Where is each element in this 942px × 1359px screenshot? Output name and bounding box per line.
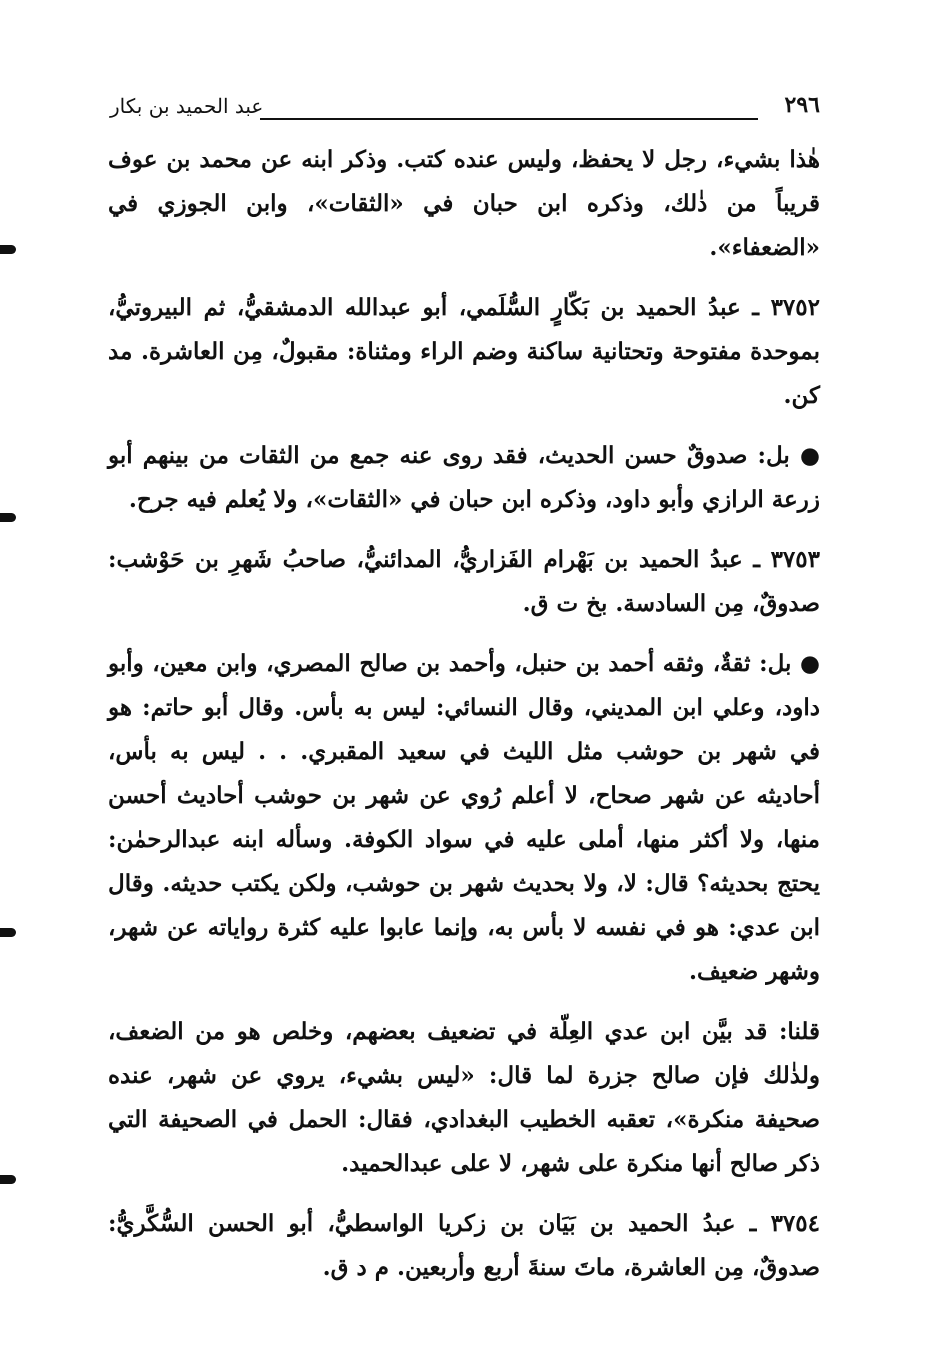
commentary-3752: ● بل: صدوقٌ حسن الحديث، فقد روى عنه جمع من الثقات من بينهم أبو زرعة الرازي وأبو داود، وذكره ابن حبان في «الثقات»، ولا يُعلم فيه جرح. — [108, 442, 820, 513]
page-number: ٢٩٦ — [784, 92, 820, 118]
commentary-3753: ● بل: ثقةٌ، وثقه أحمد بن حنبل، وأحمد بن صالح المصري، وابن معين، وأبو داود، وعلي ابن المديني، وقال النسائي: ليس به بأس. وقال أبو حاتم: هو في شهر بن حوشب مثل الليث في سعيد المقبري. . . ليس به بأس، أحاديثه عن شهر صحاح، لا أعلم رُوي عن شهر بن حوشب أحاديث أحسن منها، ولا أكثر منها، أملى عليه في سواد الكوفة. وسأله ابنه عبدالرحمٰن: يحتج بحديثه؟ قال: لا، ولا بحديث شهر بن حوشب، ولكن يكتب حديثه. وقال ابن عدي: هو في نفسه لا بأس به، وإنما عابوا عليه كثرة رواياته عن شهر، وشهر ضعيف. — [108, 650, 820, 985]
paragraph-continuation: هٰذا بشيء، رجل لا يحفظ، وليس عنده كتب. وذكر ابنه عن محمد بن عوف قريباً من ذٰلك، وذكره ابن حبان في «الثقات»، وابن الجوزي في «الضعفاء». — [108, 146, 820, 261]
running-title: عبد الحميد بن بكار — [110, 94, 264, 118]
entry-3754: ٣٧٥٤ ـ عبدُ الحميد بن بَيَان بن زكريا الواسطيُّ، أبو الحسن السُّكَّريُّ: صدوقٌ، مِن العاشرة، ماتَ سنةَ أربع وأربعين. م د ق. — [108, 1210, 820, 1281]
entry-3752: ٣٧٥٢ ـ عبدُ الحميد بن بَكّارٍ السُّلَمي، أبو عبدالله الدمشقيُّ، ثم البيروتيُّ، بموحدة مفتوحة وتحتانية ساكنة وضم الراء ومثناة: مقبولٌ، مِن العاشرة. مد كن. — [108, 294, 820, 409]
margin-mark — [0, 928, 16, 937]
note-3753: قلنا: قد بيَّن ابن عدي العِلّة في تضعيف بعضهم، وخلص هو من الضعف، ولذٰلك فإن صالح جزرة لما قال: «ليس بشيء، يروي عن شهر، عنده صحيفة منكرة»، تعقبه الخطيب البغدادي، فقال: الحمل في الصحيفة التي ذكر صالح أنها منكرة على شهر، لا على عبدالحميد. — [108, 1018, 820, 1177]
header-rule — [260, 118, 758, 120]
entry-3753: ٣٧٥٣ ـ عبدُ الحميد بن بَهْرام الفَزاريُّ، المدائنيُّ، صاحبُ شَهرِ بن حَوْشب: صدوقٌ، مِن السادسة. بخ ت ق. — [108, 546, 820, 617]
page-header — [110, 92, 820, 122]
page-body — [108, 138, 820, 1290]
margin-mark — [0, 245, 16, 254]
margin-mark — [0, 1175, 16, 1184]
margin-mark — [0, 513, 16, 522]
